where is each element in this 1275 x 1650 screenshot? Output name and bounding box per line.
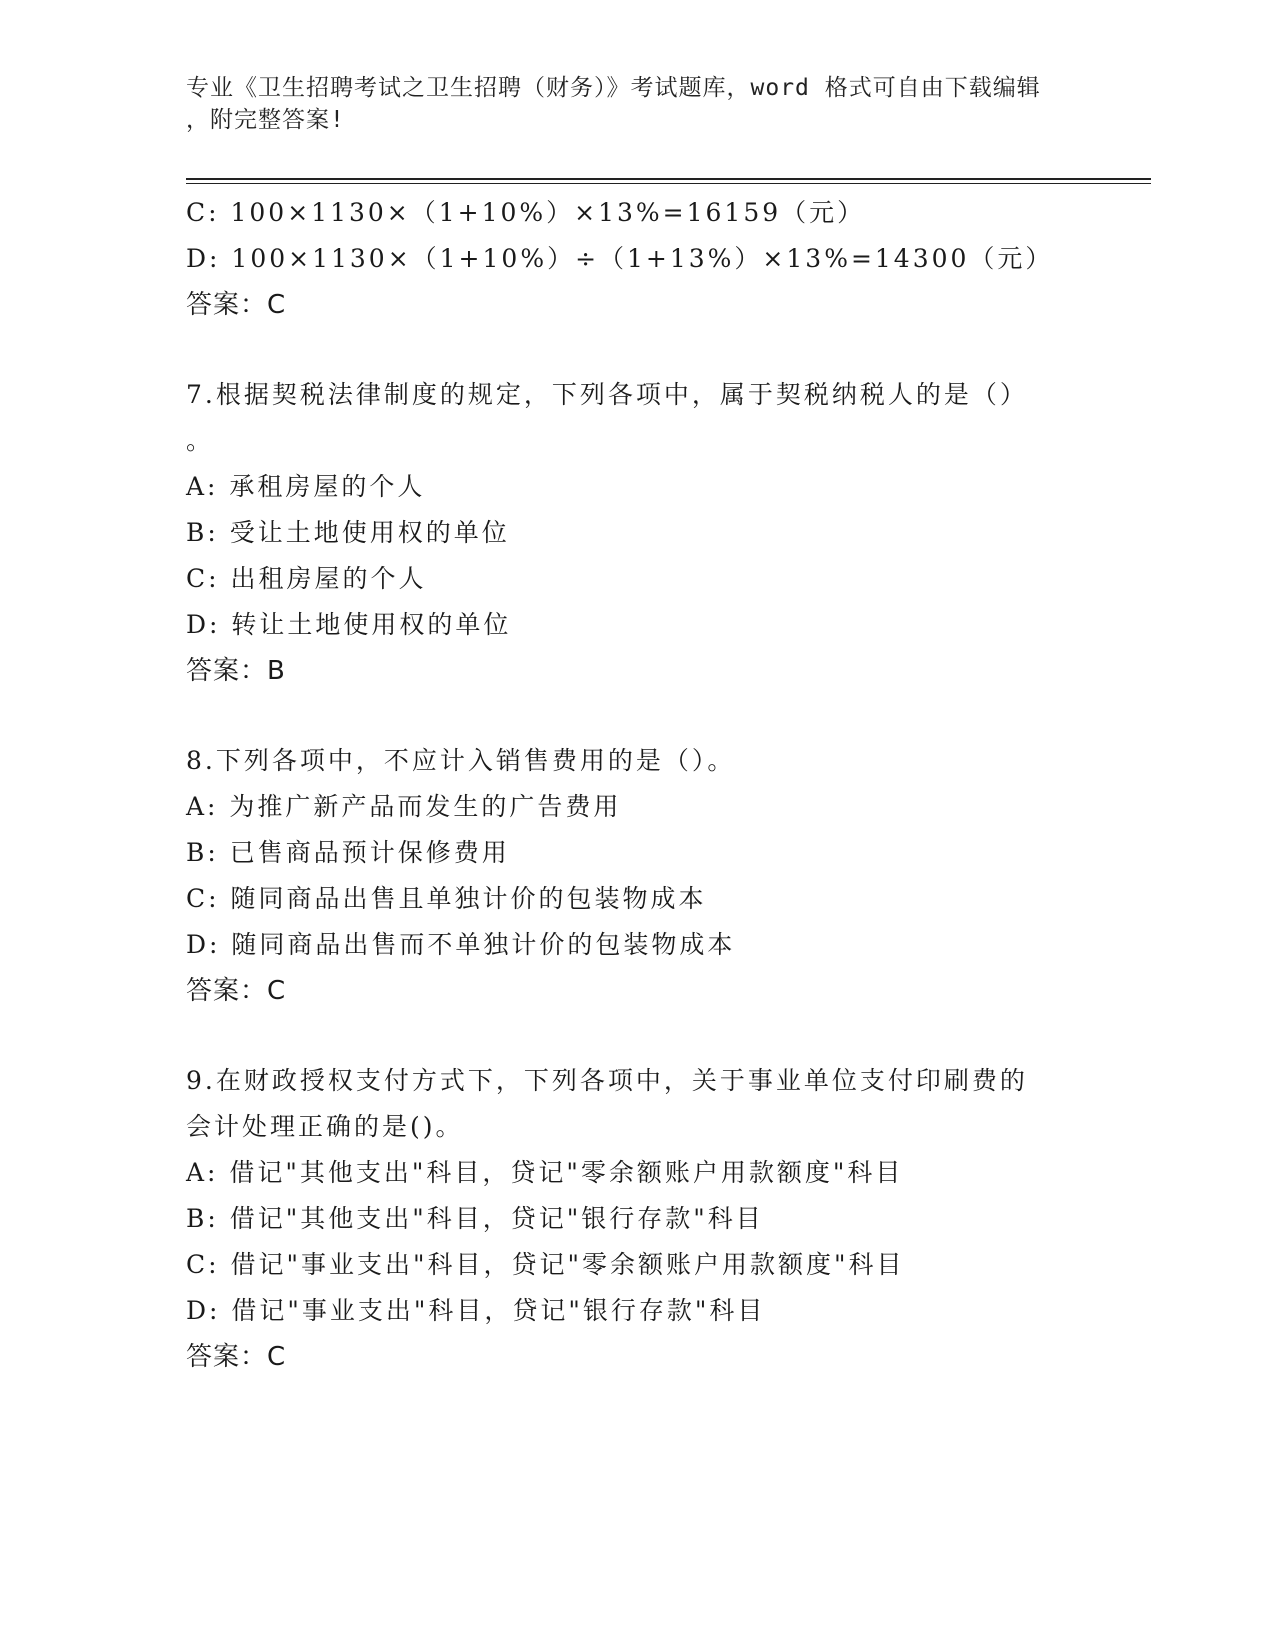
option-d: D: 转让土地使用权的单位: [186, 610, 512, 639]
document-header: [186, 72, 1066, 136]
option-a: A: 借记"其他支出"科目，贷记"零余额账户用款额度"科目: [186, 1158, 904, 1187]
header-line-1: 专业《卫生招聘考试之卫生招聘（财务）》考试题库，word 格式可自由下载编辑: [186, 75, 1041, 101]
question-stem: 9.在财政授权支付方式下，下列各项中，关于事业单位支付印刷费的: [186, 1066, 1028, 1095]
option-c: C: 出租房屋的个人: [186, 564, 427, 593]
question-9: [186, 1058, 1086, 1380]
spacer: [186, 1014, 1086, 1058]
spacer: [186, 694, 1086, 738]
question-stem: 7.根据契税法律制度的规定，下列各项中，属于契税纳税人的是（）: [186, 380, 1028, 409]
option-c: C: 借记"事业支出"科目，贷记"零余额账户用款额度"科目: [186, 1250, 905, 1279]
option-d: D: 随同商品出售而不单独计价的包装物成本: [186, 930, 736, 959]
header-line-2: ，附完整答案!: [186, 107, 345, 133]
option-d: D: 100×1130×（1+10%）÷（1+13%）×13%=14300（元）: [186, 244, 1054, 273]
option-a: A: 为推广新产品而发生的广告费用: [186, 792, 622, 821]
option-b: B: 受让土地使用权的单位: [186, 518, 510, 547]
option-c: C: 随同商品出售且单独计价的包装物成本: [186, 884, 707, 913]
question-content: [186, 190, 1086, 1380]
question-stem-cont: 会计处理正确的是()。: [186, 1112, 464, 1141]
question-6-tail: [186, 190, 1086, 328]
header-divider-thin: [186, 183, 1151, 184]
answer-label: 答案：C: [186, 1342, 287, 1372]
option-b: B: 已售商品预计保修费用: [186, 838, 510, 867]
option-b: B: 借记"其他支出"科目，贷记"银行存款"科目: [186, 1204, 764, 1233]
question-8: [186, 738, 1086, 1014]
spacer: [186, 328, 1086, 372]
header-divider-thick: [186, 178, 1151, 180]
answer-label: 答案：C: [186, 290, 287, 320]
option-c: C: 100×1130×（1+10%）×13%=16159（元）: [186, 198, 866, 227]
option-d: D: 借记"事业支出"科目，贷记"银行存款"科目: [186, 1296, 766, 1325]
answer-label: 答案：B: [186, 656, 286, 686]
question-7: [186, 372, 1086, 694]
answer-label: 答案：C: [186, 976, 287, 1006]
option-a: A: 承租房屋的个人: [186, 472, 426, 501]
question-stem: 8.下列各项中，不应计入销售费用的是（）。: [186, 746, 736, 775]
question-stem-cont: 。: [186, 426, 215, 455]
